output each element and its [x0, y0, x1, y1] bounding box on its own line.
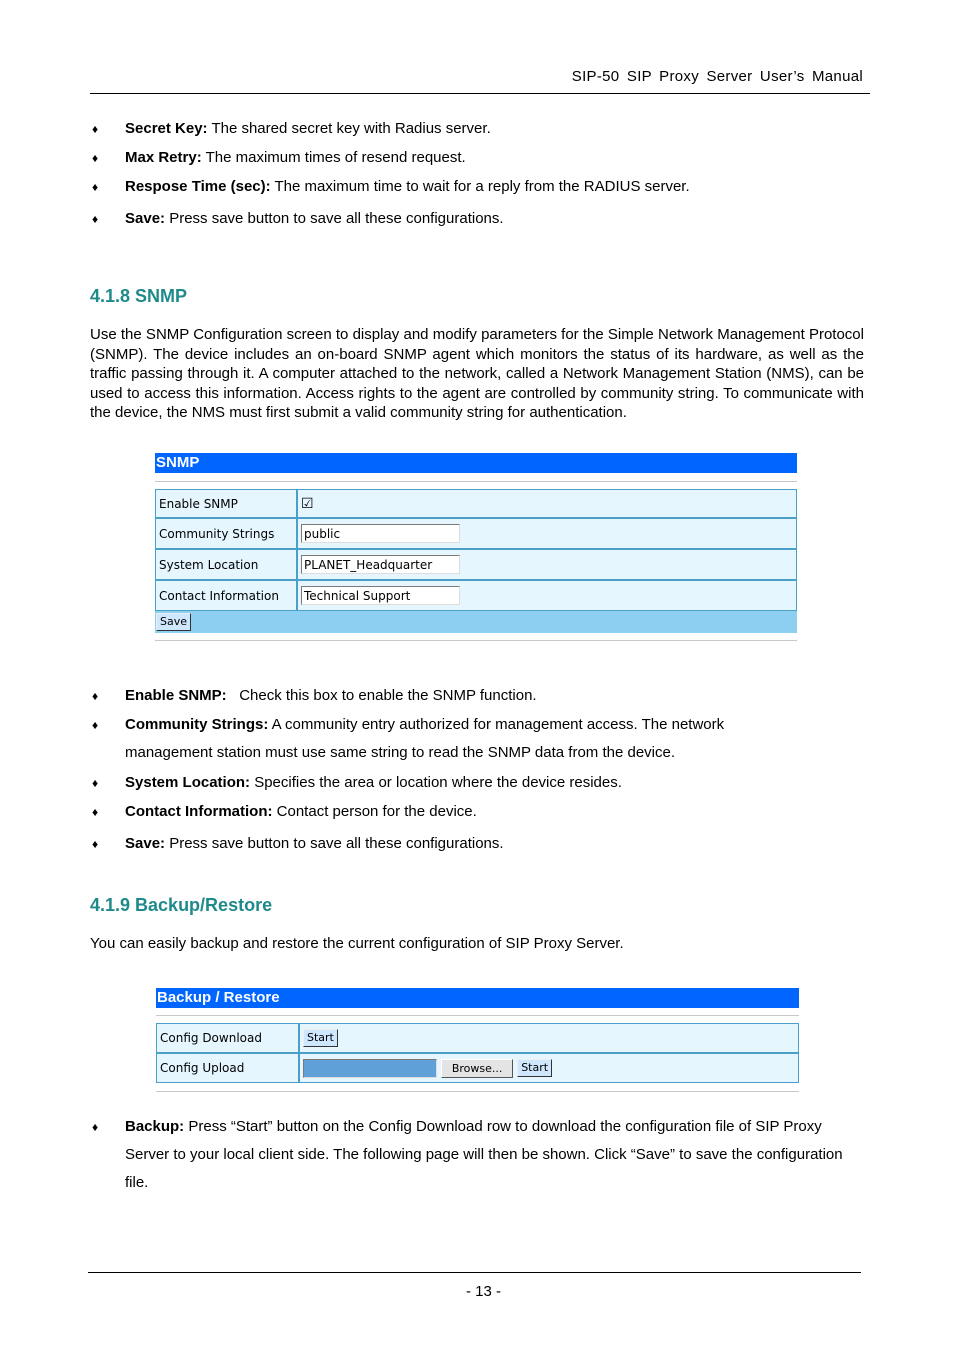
bullet-text: Specifies the area or location where the device resides. [250, 774, 622, 791]
bullet-term: Community Strings: [125, 716, 269, 733]
system-location-input[interactable]: PLANET_Headquarter [301, 555, 460, 574]
enable-snmp-cell [297, 489, 797, 518]
backup-config-table [156, 1023, 799, 1083]
bullet-text: Press “Start” button on the Config Download row to download the configuration file of SIP Proxy Server to your local client side. The following page will then be shown. Click “Save” to save the configuration file. [125, 1118, 843, 1191]
bullet-text: Press save button to save all these configurations. [165, 835, 504, 852]
backup-panel-title: Backup / Restore [156, 988, 799, 1008]
diamond-bullet-icon: ♦ [92, 122, 99, 136]
snmp-save-bar [155, 611, 797, 633]
save-button[interactable]: Save [156, 613, 191, 631]
bullet-text: Check this box to enable the SNMP function. [226, 687, 537, 704]
config-upload-label: Config Upload [156, 1053, 299, 1083]
diamond-bullet-icon: ♦ [92, 151, 99, 165]
config-download-label: Config Download [156, 1023, 299, 1053]
section-heading-snmp: 4.1.8 SNMP [90, 286, 188, 306]
bullet-text: Contact person for the device. [272, 803, 477, 820]
bullet-text: The maximum times of resend request. [201, 149, 466, 166]
divider [156, 1091, 799, 1092]
diamond-bullet-icon: ♦ [92, 718, 99, 732]
bullet-term: Max Retry: [125, 149, 202, 166]
bullet-system-location [92, 769, 872, 797]
footer-rule [88, 1272, 861, 1273]
snmp-panel-title: SNMP [155, 453, 797, 473]
diamond-bullet-icon: ♦ [92, 212, 99, 226]
bullet-text: The shared secret key with Radius server. [207, 120, 491, 137]
bullet-save-snmp [92, 830, 872, 858]
snmp-paragraph: Use the SNMP Configuration screen to display and modify parameters for the Simple Network Management Protocol (SNMP). The device includes an on-board SNMP agent which monitors the status of its hardware, as well as the traffic passing through it. A computer attached to the network, called a Network Management Station (NMS), can be used to access this information. Access rights to the agent are controlled by community string. To communicate with the device, the NMS must first submit a valid community string for authentication. [90, 326, 864, 421]
bullet-term: System Location: [125, 774, 251, 791]
bullet-backup [92, 1113, 872, 1199]
diamond-bullet-icon: ♦ [92, 1120, 99, 1134]
contact-information-input[interactable]: Technical Support [301, 586, 460, 605]
snmp-panel [155, 453, 797, 641]
divider [155, 640, 797, 641]
bullet-term: Respose Time (sec): [125, 178, 271, 195]
bullet-term: Enable SNMP: [125, 687, 227, 704]
bullet-contact-information [92, 798, 872, 826]
document-header-title: SIP-50 SIP Proxy Server User’s Manual [571, 68, 863, 85]
header-rule [90, 93, 870, 94]
config-download-start-button[interactable]: Start [303, 1029, 338, 1047]
bullet-text: A community entry authorized for management access. The network management station must use same string to read the SNMP data from the device. [125, 716, 725, 761]
divider [156, 1015, 799, 1016]
community-strings-input[interactable]: public [301, 524, 460, 543]
bullet-term: Contact Information: [125, 803, 273, 820]
bullet-save [92, 205, 872, 233]
bullet-term: Save: [125, 210, 166, 227]
section-heading-backup-restore: 4.1.9 Backup/Restore [90, 895, 273, 915]
page-number: - 13 - [465, 1283, 501, 1300]
bullet-enable-snmp [92, 682, 872, 710]
community-strings-label: Community Strings [155, 518, 297, 549]
config-upload-start-button[interactable]: Start [517, 1059, 552, 1077]
snmp-config-table [155, 489, 797, 611]
diamond-bullet-icon: ♦ [92, 180, 99, 194]
bullet-term: Secret Key: [125, 120, 208, 137]
diamond-bullet-icon: ♦ [92, 805, 99, 819]
backup-restore-panel [156, 988, 799, 1092]
bullet-max-retry [92, 144, 872, 172]
backup-paragraph: You can easily backup and restore the current configuration of SIP Proxy Server. [90, 935, 624, 952]
contact-information-label: Contact Information [155, 580, 297, 611]
bullet-text: Press save button to save all these configurations. [165, 210, 504, 227]
bullet-term: Save: [125, 835, 166, 852]
diamond-bullet-icon: ♦ [92, 689, 99, 703]
enable-snmp-checkbox[interactable]: ☑ [301, 495, 314, 512]
config-upload-file-input[interactable] [303, 1059, 437, 1078]
bullet-term: Backup: [125, 1118, 185, 1135]
system-location-label: System Location [155, 549, 297, 580]
bullet-secret-key [92, 115, 872, 143]
bullet-text: The maximum time to wait for a reply from the RADIUS server. [270, 178, 690, 195]
bullet-respose-time [92, 173, 872, 201]
browse-button[interactable]: Browse... [441, 1059, 514, 1078]
bullet-community-strings [92, 711, 872, 767]
divider [155, 481, 797, 482]
diamond-bullet-icon: ♦ [92, 837, 99, 851]
enable-snmp-label: Enable SNMP [155, 489, 297, 518]
diamond-bullet-icon: ♦ [92, 776, 99, 790]
